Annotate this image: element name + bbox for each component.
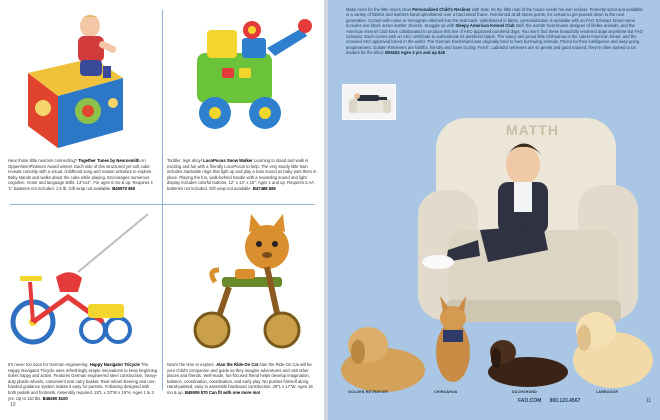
product-name: Happy Navigator Tricycle <box>89 362 140 367</box>
product-name: Personalized Child's Recliner <box>412 7 471 12</box>
page-number: 10 <box>10 402 16 408</box>
product-description <box>8 362 158 401</box>
product-photo-tricycle <box>8 212 158 357</box>
product-body-text: An OppenheimPlatinum Award winner. Each side of this structured yet soft cube reveals curiosity with a visual, childhood song and reason activities to explore. Baby stands and walks about the cube while playing. Encourages numerous cognitive, motor and language skills. 13"x14". For ages 6 mo & up. Requires 4 'C' batteries not included. 1.5 lb. Gift wrap not available. <box>8 158 153 191</box>
product-photo-ride-on-cat <box>167 212 317 357</box>
product-body-text: Learning to stand and walk is exciting and fun with a friendly LocoPocus to help. The very sturdy little train includes stackable rings that light up and play a train sound as baby puts them in place. Playing the fun, walk-behind handle with a rewarding sound and light display includes colorful buttons. 12" x 14" x 15". Ages 1 and up. Requires 3 AA batteries not included. Gift wrap not available. <box>167 158 317 191</box>
product-photo-activity-cube <box>8 8 158 153</box>
right-page <box>328 0 660 420</box>
product-lead-text: It's never too soon for German engineering. <box>8 362 90 367</box>
product-lead-text: Toddler, legs ahoy! <box>167 158 204 163</box>
product-photo-train-walker <box>167 8 317 153</box>
product-description <box>167 158 317 192</box>
footer-site-phone <box>518 398 580 404</box>
dog-label-dachshund: DACHSHUND <box>512 390 537 394</box>
product-sku-price: B49009 $70 Can fit with one more mo! <box>184 389 261 395</box>
product-lead-text: Hear those little neurons connecting? <box>8 158 79 163</box>
page-number: 11 <box>646 398 652 404</box>
product-body-text: Alan the Ride-On Cat will be your child's companion and guide as they imagine adventures and visit other places and friends. Well-made, fun-focused friend helps develop imagination, balance, coordination, coordination, and early play. No pushes himself along. Hand-painted, easy to assemble hardwood construction. 29"L x 17"W. Ages 18 mo & up. <box>167 362 313 395</box>
product-sku-price: B55282 Ages 3 yrs and up $45 <box>385 50 446 56</box>
row-divider <box>10 204 315 205</box>
footer-website: FAO.COM <box>518 398 542 404</box>
product-name: Alan the Ride-On Cat <box>216 362 259 367</box>
chair-monogram: MATTH <box>506 122 559 138</box>
product-name: Together Tunes by Neurosmith <box>78 158 140 163</box>
footer-phone: 800.123.4567 <box>549 398 581 404</box>
product-body-text: The Happy Navigator Tricycle uses refreshingly simple innovations to keep beginning riders happy and active. Features German engineered steel construction, heavy-duty plastic wheels, convenient rear carry basket. Rear-wheel steering and one-handed guidance system makes it easy for parents. Following designed with both pedals and footrests. Assembly required. 18"L x 23"W x 19"H. Ages 1 to 3 yrs. Up to 110 lbs. <box>8 362 158 401</box>
hero-photo-chair-and-puppies <box>328 0 660 420</box>
intro-lead-text: Make room for the little man's chair <box>346 7 413 12</box>
puppies-lead-text: Snuggle up with <box>423 23 456 29</box>
intro-body-text: with Sale. Its the little man of the house needs his own recliner. Perfectly sized and available in a variety of fabrics and leathers hand-upholstered over a hard wood frame. Reinforced at all stress points, it's certain to get passed down to the next generation. Comes with name or monogram stitched into the seat back. Upholstered in fabric, personalization is available with an FAO Schwarz brand name. Includes one fabric & two leather choices. <box>346 7 643 29</box>
product-sku-price: B47488 $65 <box>252 185 276 191</box>
left-page <box>0 0 324 420</box>
column-divider <box>162 10 163 390</box>
product-lead-text: Now's the time to explore. <box>167 362 217 367</box>
product-description <box>8 158 158 192</box>
puppies-body-text: stuff, the worlds' best known designer of lifelike animals, and the American Kennel Club have collaborated to produce this line of AKC-approved purebred dogs. You won't find these beautifully rendered dogs anywhere but FAO Schwarz. Each comes with an AKC certificate to authenticate its purebred status. The saucy and proud little Chihuahua is the cutest American breed, and the crowned AKC-approved breed in the world. The German Dachshund was originally bred to hunt burrowing animals. Prized for their intelligence and easy-going temperament, Golden Retrievers are faithful, friendly and loves to play 'Fetch'. Labrador retrievers are so gentle and good natured, they're often trained to be leaders for the blind. <box>346 23 643 56</box>
product-name: Sleepy American Kennel Club <box>455 23 515 29</box>
product-sku-price: B45570 $60 <box>112 185 136 191</box>
dog-label-chihuahua: CHIHUAHUA <box>434 390 458 394</box>
product-name: LocoPocus Snow Walker <box>203 158 253 163</box>
dog-label-golden-retriever: GOLDEN RETRIEVER <box>348 390 389 394</box>
product-description <box>167 362 317 396</box>
dog-label-labrador: LABRADOR <box>596 390 619 394</box>
product-sku-price: B48490 $100 <box>42 395 68 401</box>
